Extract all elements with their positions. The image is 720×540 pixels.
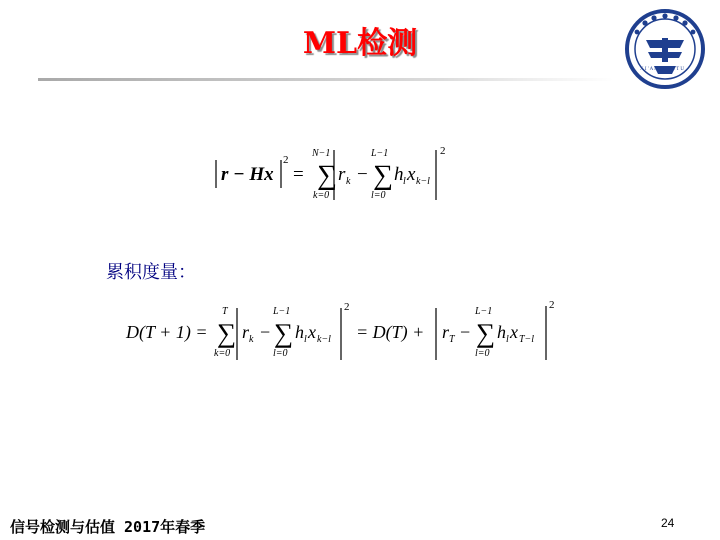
svg-text:T: T bbox=[222, 306, 228, 317]
svg-text:k: k bbox=[249, 334, 254, 345]
svg-text:x: x bbox=[510, 322, 518, 342]
svg-text:k−l: k−l bbox=[317, 334, 331, 345]
svg-text:l=0: l=0 bbox=[475, 348, 490, 359]
lhs-exponent: 2 bbox=[283, 154, 289, 166]
svg-text:2: 2 bbox=[549, 299, 555, 311]
svg-text:−: − bbox=[460, 322, 471, 342]
svg-text:r: r bbox=[242, 322, 250, 342]
sum-l: ∑ bbox=[373, 160, 393, 191]
svg-text:k=0: k=0 bbox=[214, 348, 231, 359]
cumulative-metric-label: 累积度量： bbox=[106, 262, 196, 283]
svg-text:L−1: L−1 bbox=[273, 306, 291, 317]
svg-text:=: = bbox=[293, 164, 304, 185]
svg-text:∑: ∑ bbox=[217, 318, 237, 348]
svg-text:l: l bbox=[403, 176, 406, 187]
svg-text:l: l bbox=[506, 334, 509, 345]
footer-course-title: 信号检测与估值 2017年春季 bbox=[10, 518, 206, 536]
svg-text:∑: ∑ bbox=[274, 318, 294, 348]
svg-text:T−l: T−l bbox=[519, 334, 535, 345]
svg-text:X I ' A N: X I ' A N bbox=[640, 67, 658, 72]
svg-text:2: 2 bbox=[344, 301, 350, 313]
term-x: x bbox=[407, 164, 416, 185]
page-number: 24 bbox=[661, 516, 675, 530]
lhs-dt1: D(T + 1) = bbox=[126, 322, 208, 342]
ml-metric-formula bbox=[213, 138, 453, 210]
sum-k-lower: k=0 bbox=[313, 190, 330, 201]
svg-text:k−l: k−l bbox=[416, 176, 430, 187]
university-logo bbox=[624, 8, 706, 90]
svg-text:T: T bbox=[449, 334, 455, 345]
lhs-vector-expression: r − Hx bbox=[221, 164, 274, 185]
cumulative-metric-formula bbox=[124, 298, 564, 366]
svg-text:h: h bbox=[497, 322, 506, 342]
term-h: h bbox=[394, 164, 404, 185]
svg-text:∑: ∑ bbox=[476, 318, 496, 348]
rhs-dt: = D(T) + bbox=[356, 322, 425, 342]
svg-text:l: l bbox=[304, 334, 307, 345]
sum-l-lower: l=0 bbox=[371, 190, 386, 201]
svg-text:−: − bbox=[260, 322, 271, 342]
title-underline bbox=[38, 78, 614, 81]
sum-l-upper: L−1 bbox=[371, 148, 389, 159]
svg-text:x: x bbox=[308, 322, 316, 342]
svg-text:−: − bbox=[357, 164, 368, 185]
sum-k: ∑ bbox=[317, 160, 337, 191]
rhs-exponent: 2 bbox=[440, 145, 446, 157]
svg-text:k: k bbox=[346, 176, 351, 187]
sum-k-upper: N−1 bbox=[312, 148, 331, 159]
svg-text:h: h bbox=[295, 322, 304, 342]
svg-text:l=0: l=0 bbox=[273, 348, 288, 359]
term-r: r bbox=[338, 164, 346, 185]
svg-text:J T U: J T U bbox=[673, 67, 684, 72]
svg-text:L−1: L−1 bbox=[475, 306, 493, 317]
svg-text:r: r bbox=[442, 322, 450, 342]
slide-title: ML检测 bbox=[302, 26, 418, 61]
